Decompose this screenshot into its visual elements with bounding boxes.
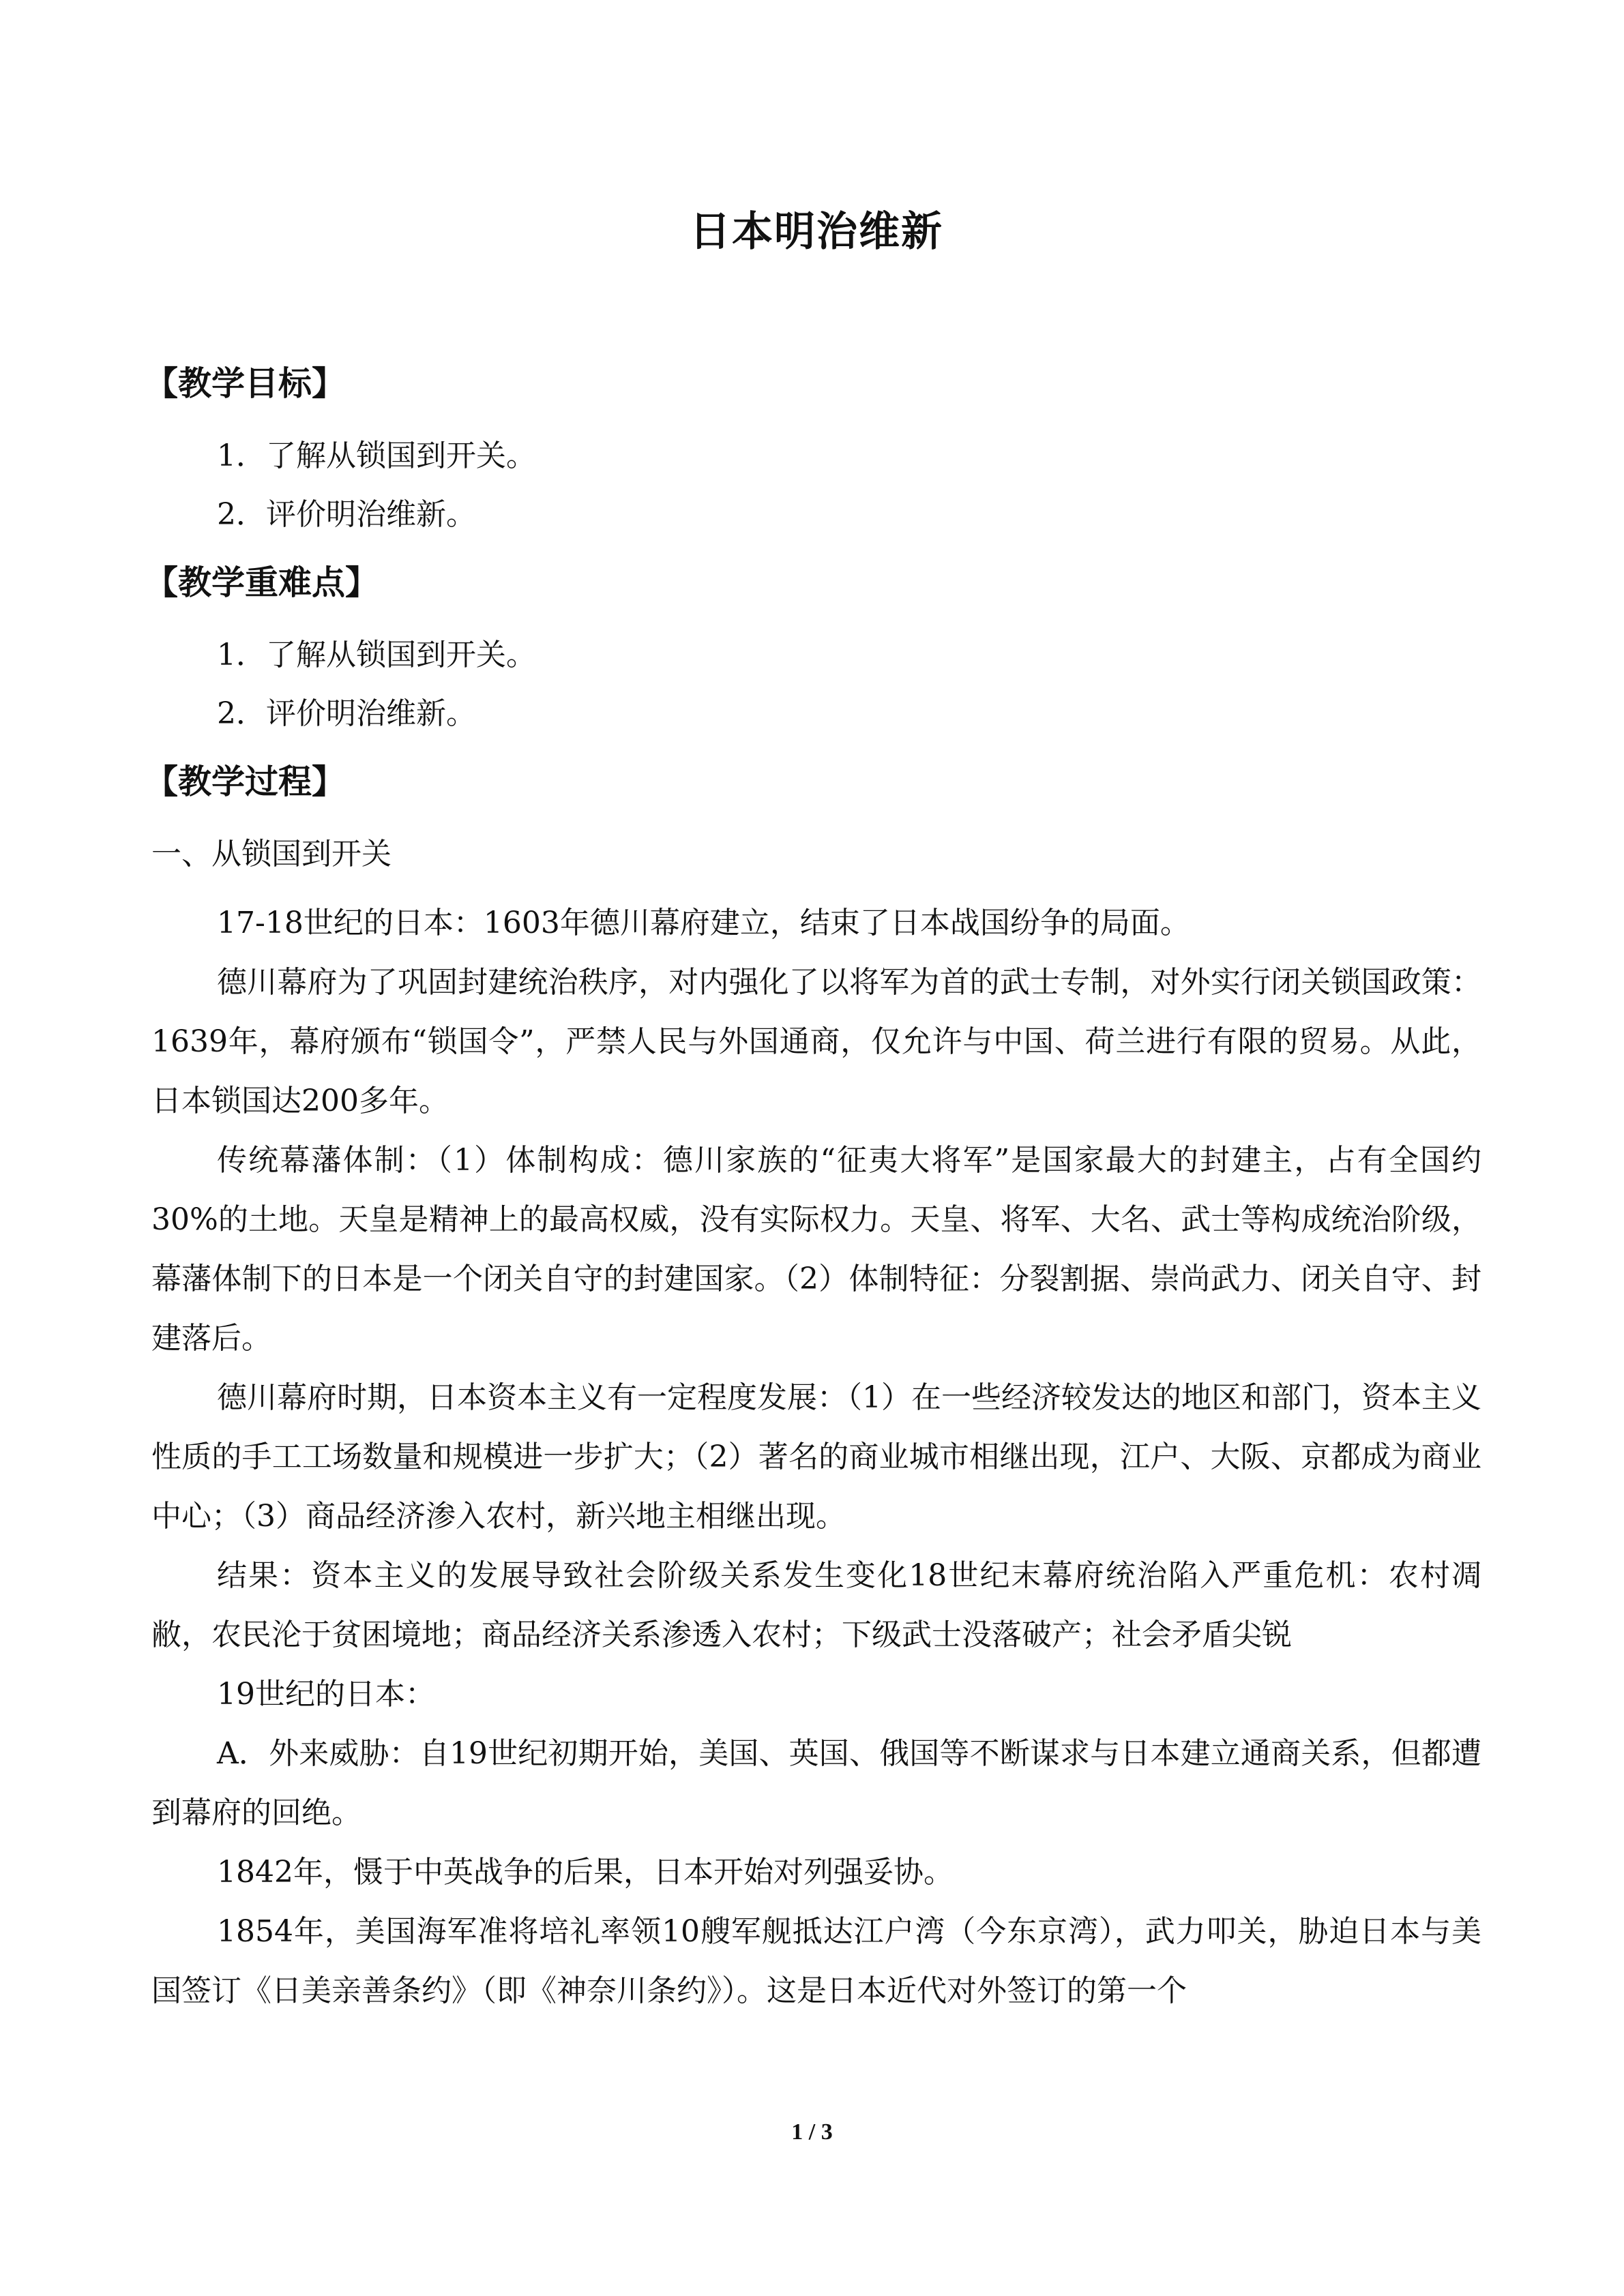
body-paragraph: 1854年，美国海军准将培礼率领10艘军舰抵达江户湾（今东京湾），武力叩关，胁迫日本与美国签订《日美亲善条约》（即《神奈川条约》）。这是日本近代对外签订的第一个 [151, 1914, 1481, 2008]
body-paragraph: 1842年，慑于中英战争的后果，日本开始对列强妥协。 [217, 1855, 954, 1890]
body-paragraph: A．外来威胁：自19世纪初期开始，美国、英国、俄国等不断谋求与日本建立通商关系，但都遭到幕府的回绝。 [151, 1736, 1481, 1830]
body-paragraph: 传统幕藩体制：（1）体制构成：德川家族的“征夷大将军”是国家最大的封建主，占有全国约30%的土地。天皇是精神上的最高权威，没有实际权力。天皇、将军、大名、武士等构成统治阶级，幕藩体制下的日本是一个闭关自守的封建国家。（2）体制特征：分裂割据、崇尚武力、闭关自守、封建落后。 [151, 1143, 1481, 1356]
page-content [145, 205, 1481, 2021]
objective-item: 1．了解从锁国到开关。 [217, 438, 536, 473]
body-paragraph: 德川幕府为了巩固封建统治秩序，对内强化了以将军为首的武士专制，对外实行闭关锁国政策：1639年，幕府颁布“锁国令”，严禁人民与外国通商，仅允许与中国、荷兰进行有限的贸易。从此，日本锁国达200多年。 [151, 965, 1481, 1118]
key-point-item: 1．了解从锁国到开关。 [217, 638, 536, 672]
objective-item: 2．评价明治维新。 [217, 497, 476, 532]
body-paragraph: 结果：资本主义的发展导致社会阶级关系发生变化18世纪末幕府统治陷入严重危机：农村凋敝，农民沦于贫困境地；商品经济关系渗透入农村；下级武士没落破产；社会矛盾尖锐 [151, 1558, 1481, 1652]
section-heading-objectives: 【教学目标】 [145, 363, 346, 403]
process-subheading: 一、从锁国到开关 [151, 837, 392, 871]
page-title: 日本明治维新 [690, 208, 943, 256]
page-number: 1 / 3 [791, 2119, 833, 2145]
body-paragraph: 19世纪的日本： [217, 1677, 435, 1712]
section-heading-process: 【教学过程】 [145, 762, 346, 801]
body-paragraph: 德川幕府时期，日本资本主义有一定程度发展：（1）在一些经济较发达的地区和部门，资本主义性质的手工工场数量和规模进一步扩大；（2）著名的商业城市相继出现，江户、大阪、京都成为商业中心；（3）商品经济渗入农村，新兴地主相继出现。 [151, 1380, 1481, 1534]
body-paragraph: 17-18世纪的日本：1603年德川幕府建立，结束了日本战国纷争的局面。 [217, 906, 1190, 940]
key-point-item: 2．评价明治维新。 [217, 696, 476, 731]
section-heading-key-points: 【教学重难点】 [145, 563, 379, 602]
